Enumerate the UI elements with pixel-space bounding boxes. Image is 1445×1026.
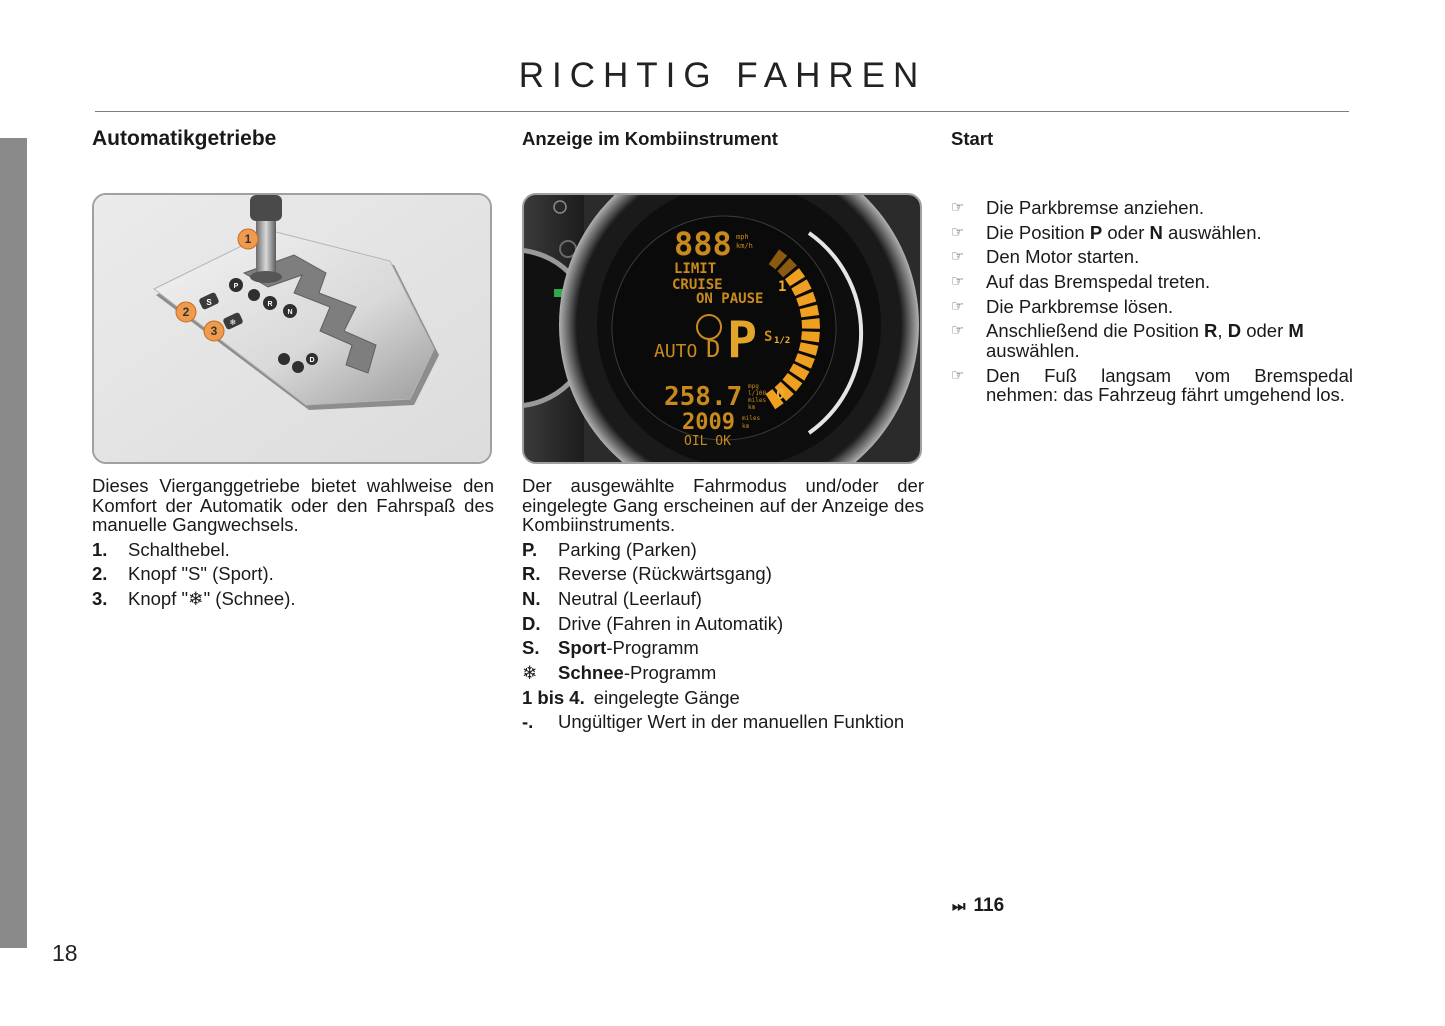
gauge-full-label: 1 [778,279,787,295]
step-item: ☞ Die Parkbremse lösen. [951,295,1174,317]
lcd-drive-letter: D [706,335,721,363]
lcd-cruise: CRUISE [672,277,723,293]
step-item: ☞ Anschließend die Position R, D oder M auswählen. [951,320,1304,361]
lcd-speed: 888 [674,225,732,263]
step-item: ☞ Die Position P oder N auswählen. [951,221,1262,243]
skip-forward-icon: ⏭ [952,898,966,915]
lcd-oil-status: OIL OK [684,434,731,449]
section-heading: Start [951,128,994,149]
callout-number: 2 [182,305,190,319]
col1-body [92,476,494,614]
intro-paragraph: Der ausgewählte Fahrmodus und/oder der eingelegte Gang erscheinen auf der Anzeige des Kombiinstruments. [522,475,924,535]
snowflake-icon: ❄ [522,661,538,683]
callout-number: 3 [210,324,218,338]
list-item: S. Sport-Programm [522,637,699,659]
gear-selector-illustration [92,193,492,464]
plate-letter: N [287,309,293,316]
lcd-consumption-unit: l/100 [748,390,767,397]
pointing-hand-icon: ☞ [951,199,965,216]
list-item: N. Neutral (Leerlauf) [522,587,702,609]
start-steps [951,198,1353,410]
lcd-odometer-unit: miles [742,415,761,422]
pointing-hand-icon: ☞ [951,366,965,384]
callout-number: 1 [244,232,252,246]
instrument-cluster-drawing [524,195,920,462]
gauge-segment [802,318,820,328]
list-item: 1. Schalthebel. [92,538,230,560]
list-item: 3. Knopf "❄" (Schnee). [92,587,296,609]
lcd-speed-unit: mph [736,233,749,241]
list-item: R. Reverse (Rückwärtsgang) [522,563,772,585]
pointing-hand-icon: ☞ [951,322,965,340]
page-cross-reference[interactable] [952,895,1004,917]
lcd-sport: S [764,329,773,345]
lcd-gear: P [727,311,758,369]
side-thumb-bar [0,138,27,948]
lcd-consumption-unit: miles [748,397,767,404]
step-item: ☞ Den Fuß langsam vom Bremspedal nehmen: das Fahrzeug fährt umgehend los. [951,364,1353,406]
plate-letter: D [309,357,315,364]
xref-page-number: 116 [973,895,1005,916]
step-item: ☞ Den Motor starten. [951,246,1140,268]
lcd-consumption-unit: km [748,404,756,411]
instrument-cluster-photo [522,193,922,464]
section-heading: Automatikgetriebe [92,127,277,150]
title-divider [95,111,1349,112]
gauge-empty-label: 0 [776,387,785,403]
page-title: RICHTIG FAHREN [518,56,927,95]
button-label: S [206,298,212,307]
plate-letter: P [233,283,239,290]
list-item: P. Parking (Parken) [522,538,697,560]
page-number: 18 [52,940,78,966]
lcd-odometer-unit: km [742,423,750,430]
step-item: ☞ Die Parkbremse anziehen. [951,197,1204,218]
section-heading: Anzeige im Kombiinstrument [522,128,778,149]
pointing-hand-icon: ☞ [951,297,965,315]
pointing-hand-icon: ☞ [951,248,965,266]
lcd-speed-unit: km/h [736,242,753,250]
step-item: ☞ Auf das Bremspedal treten. [951,271,1211,293]
lcd-on-pause: ON PAUSE [696,291,764,307]
list-item: ❄ Schnee-Programm [522,661,717,683]
lcd-mode: AUTO [654,341,698,362]
lcd-consumption-unit: mpg [748,383,759,390]
list-item: 1 bis 4. eingelegte Gänge [522,686,740,708]
list-item: D. Drive (Fahren in Automatik) [522,612,784,634]
snowflake-icon: ❄ [188,587,204,609]
lcd-consumption: 258.7 [664,382,743,412]
lcd-limit: LIMIT [674,261,717,277]
col2-body [522,476,924,737]
gear-selector-drawing [94,195,490,462]
lcd-odometer: 2009 [682,410,735,435]
list-item: -. Ungültiger Wert in der manuellen Funktion [522,711,905,733]
list-item: 2. Knopf "S" (Sport). [92,563,274,585]
gauge-half-label: 1/2 [774,336,791,346]
pointing-hand-icon: ☞ [951,273,965,291]
intro-paragraph: Dieses Vierganggetriebe bietet wahlweise den Komfort der Automatik oder den Fahrspaß des manuelle Gangwechsels. [92,475,494,535]
plate-letter: R [267,301,273,308]
pointing-hand-icon: ☞ [951,223,965,241]
button-label: ❄ [229,318,237,327]
